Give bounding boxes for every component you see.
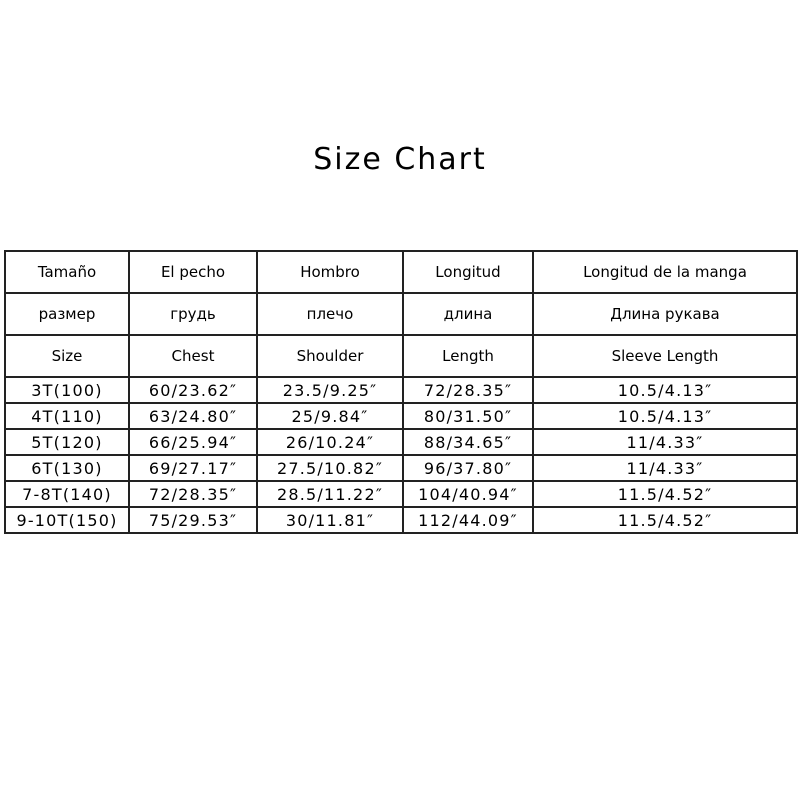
chest-cell: 69/27.17″ (129, 455, 257, 481)
size-cell: 4T(110) (5, 403, 129, 429)
sleeve-length-cell: 11/4.33″ (533, 429, 797, 455)
header-cell: грудь (129, 293, 257, 335)
header-cell: Chest (129, 335, 257, 377)
size-cell: 7-8T(140) (5, 481, 129, 507)
header-cell: Longitud (403, 251, 533, 293)
header-cell: длина (403, 293, 533, 335)
header-row-english (5, 335, 797, 377)
header-cell: Hombro (257, 251, 403, 293)
chest-cell: 63/24.80″ (129, 403, 257, 429)
header-cell: плечо (257, 293, 403, 335)
length-cell: 96/37.80″ (403, 455, 533, 481)
table-row (5, 429, 797, 455)
header-row-russian (5, 293, 797, 335)
sleeve-length-cell: 10.5/4.13″ (533, 403, 797, 429)
size-cell: 3T(100) (5, 377, 129, 403)
size-chart-table (4, 250, 798, 534)
shoulder-cell: 28.5/11.22″ (257, 481, 403, 507)
shoulder-cell: 27.5/10.82″ (257, 455, 403, 481)
header-cell: Sleeve Length (533, 335, 797, 377)
header-cell: Tamaño (5, 251, 129, 293)
header-cell: El pecho (129, 251, 257, 293)
size-cell: 9-10T(150) (5, 507, 129, 533)
page-title: Size Chart (313, 142, 487, 177)
table-row (5, 377, 797, 403)
length-cell: 88/34.65″ (403, 429, 533, 455)
header-cell: Length (403, 335, 533, 377)
length-cell: 104/40.94″ (403, 481, 533, 507)
header-cell: Длина рукава (533, 293, 797, 335)
sleeve-length-cell: 10.5/4.13″ (533, 377, 797, 403)
sleeve-length-cell: 11/4.33″ (533, 455, 797, 481)
shoulder-cell: 23.5/9.25″ (257, 377, 403, 403)
length-cell: 72/28.35″ (403, 377, 533, 403)
length-cell: 112/44.09″ (403, 507, 533, 533)
table-row (5, 507, 797, 533)
table-row (5, 403, 797, 429)
sleeve-length-cell: 11.5/4.52″ (533, 481, 797, 507)
chest-cell: 75/29.53″ (129, 507, 257, 533)
chest-cell: 72/28.35″ (129, 481, 257, 507)
table-row (5, 455, 797, 481)
length-cell: 80/31.50″ (403, 403, 533, 429)
sleeve-length-cell: 11.5/4.52″ (533, 507, 797, 533)
size-cell: 5T(120) (5, 429, 129, 455)
chest-cell: 66/25.94″ (129, 429, 257, 455)
header-cell: Size (5, 335, 129, 377)
header-cell: размер (5, 293, 129, 335)
shoulder-cell: 25/9.84″ (257, 403, 403, 429)
chest-cell: 60/23.62″ (129, 377, 257, 403)
header-cell: Shoulder (257, 335, 403, 377)
shoulder-cell: 26/10.24″ (257, 429, 403, 455)
table-row (5, 481, 797, 507)
shoulder-cell: 30/11.81″ (257, 507, 403, 533)
header-row-spanish (5, 251, 797, 293)
size-cell: 6T(130) (5, 455, 129, 481)
header-cell: Longitud de la manga (533, 251, 797, 293)
